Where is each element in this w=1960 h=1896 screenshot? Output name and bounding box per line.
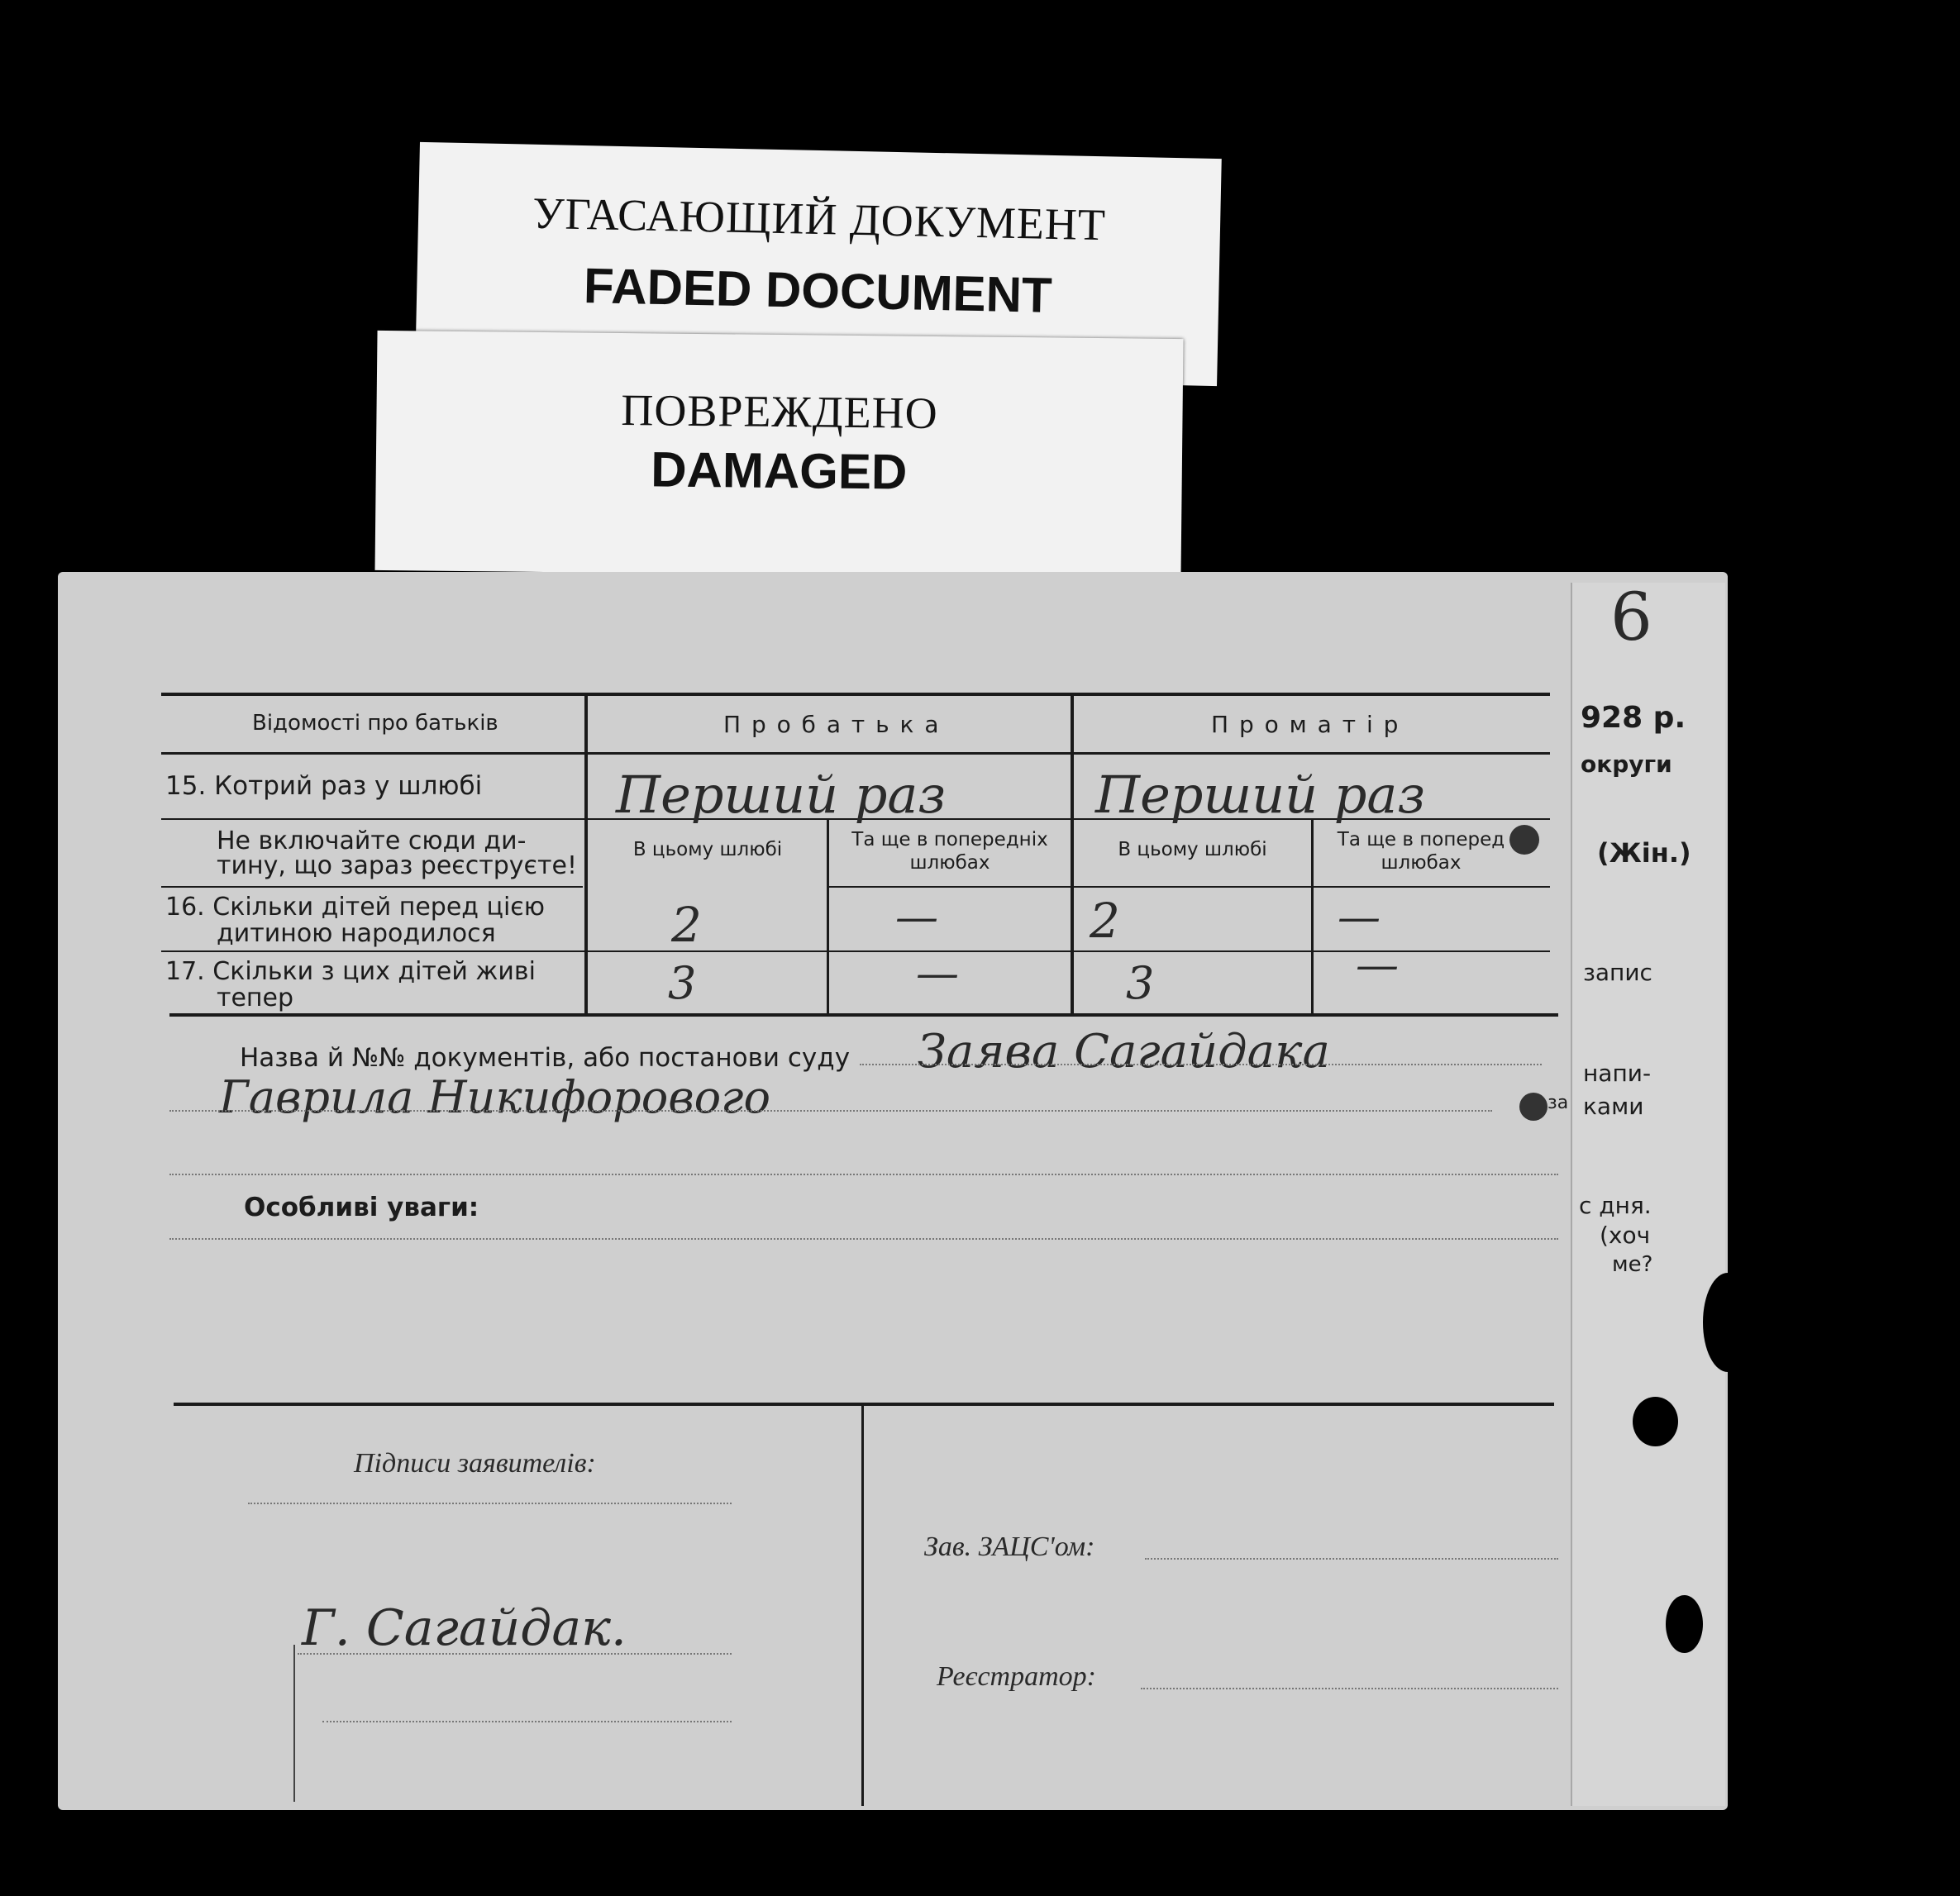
fragment-me: ме? (1612, 1252, 1653, 1277)
subheader-border (827, 886, 1550, 888)
fragment-year: 928 р. (1581, 701, 1686, 735)
row16-mother-this: 2 (1090, 893, 1120, 949)
fragment-zapys: запис (1583, 959, 1652, 986)
row17-father-prev: — (916, 949, 959, 998)
page-number: 6 (1610, 579, 1652, 655)
torn-hole (1633, 1397, 1678, 1446)
row16-label-line1: 16. Скільки дітей перед цією (165, 893, 546, 922)
table-header-border (161, 752, 1550, 755)
row17-father-this: 3 (668, 957, 697, 1009)
row16-left-border (161, 886, 583, 888)
remarks-label: Особливі уваги: (244, 1193, 479, 1222)
row15-label: 15. Котрий раз у шлюбі (165, 771, 483, 801)
applicants-dotted-line-3 (322, 1721, 732, 1722)
row16-father-prev: — (895, 893, 938, 942)
header-about-father: П р о б а т ь к а (723, 711, 941, 738)
header-about-mother: П р о м а т і р (1211, 711, 1400, 738)
fragment-za: за (1547, 1093, 1569, 1113)
fragment-dnia: с дня. (1579, 1192, 1652, 1219)
fragment-kymy: ками (1583, 1093, 1644, 1120)
row16-label-line2: дитиною народилося (217, 919, 496, 948)
documents-label: Назва й №№ документів, або постанови суду (240, 1043, 851, 1073)
torn-hole (1666, 1595, 1703, 1653)
row15-mother-value: Перший раз (1095, 765, 1426, 825)
mother-previous-line1: Та ще в поперед (1337, 829, 1505, 850)
father-previous-line1: Та ще в попередніх (851, 829, 1048, 850)
table-bottom-border (169, 1013, 1558, 1017)
documents-dotted-line-3 (169, 1174, 1558, 1175)
father-previous-line2: шлюбах (909, 852, 990, 874)
applicants-dotted-line (248, 1503, 732, 1504)
fragment-okrugy: округи (1581, 750, 1672, 778)
faded-label-ru: УГАСАЮЩИЙ ДОКУМЕНТ (532, 188, 1107, 250)
registrar-dotted-line (1141, 1688, 1558, 1689)
fragment-khoch: (хоч (1600, 1222, 1651, 1249)
father-this-marriage: В цьому шлюбі (632, 839, 783, 860)
fragment-napy: напи- (1583, 1060, 1652, 1087)
column-divider (584, 694, 588, 1015)
documents-dotted-line-2 (169, 1110, 1492, 1112)
row17-mother-prev: — (1356, 941, 1399, 990)
note-line-1: Не включайте сюди ди- (217, 827, 527, 855)
damaged-label-ru: ПОВРЕЖДЕНО (621, 384, 938, 439)
documents-value-line2: Гаврила Никифорового (219, 1071, 770, 1123)
faded-label-en: FADED DOCUMENT (583, 258, 1053, 323)
row17-label-line2: тепер (217, 984, 294, 1012)
head-zags-dotted-line (1145, 1558, 1558, 1560)
applicant-signature: Г. Сагайдак. (302, 1599, 627, 1657)
row16-border (161, 950, 1550, 952)
header-parents-info: Відомості про батьків (252, 711, 498, 736)
row16-mother-prev: — (1338, 893, 1381, 942)
applicants-bracket (293, 1645, 295, 1802)
row17-label-line1: 17. Скільки з цих дітей живі (165, 957, 536, 986)
punch-hole (1509, 825, 1539, 855)
registrar-label: Реєстратор: (937, 1661, 1096, 1692)
damaged-label-en: DAMAGED (650, 441, 908, 500)
applicants-label: Підписи заявителів: (354, 1448, 596, 1479)
damaged-document-label (375, 331, 1184, 579)
documents-value-line1: Заява Сагайдака (918, 1025, 1330, 1079)
head-zags-label: Зав. ЗАЦС'ом: (924, 1532, 1095, 1562)
table-top-border (161, 693, 1550, 696)
signatures-top-border (174, 1403, 1554, 1406)
fragment-zhin: (Жін.) (1597, 837, 1691, 869)
row16-father-this: 2 (671, 897, 702, 953)
remarks-dotted-line (169, 1238, 1558, 1240)
row15-father-value: Перший раз (616, 765, 947, 825)
torn-edge (1703, 1273, 1753, 1372)
documents-dotted-line (860, 1064, 1542, 1065)
punch-hole (1519, 1093, 1547, 1121)
row17-mother-this: 3 (1126, 957, 1155, 1009)
signatures-divider (861, 1405, 864, 1806)
note-line-2: тину, що зараз реєструєте! (217, 851, 577, 880)
mother-previous-line2: шлюбах (1381, 852, 1462, 874)
mother-this-marriage: В цьому шлюбі (1118, 839, 1267, 860)
applicants-dotted-line-2 (298, 1653, 732, 1655)
